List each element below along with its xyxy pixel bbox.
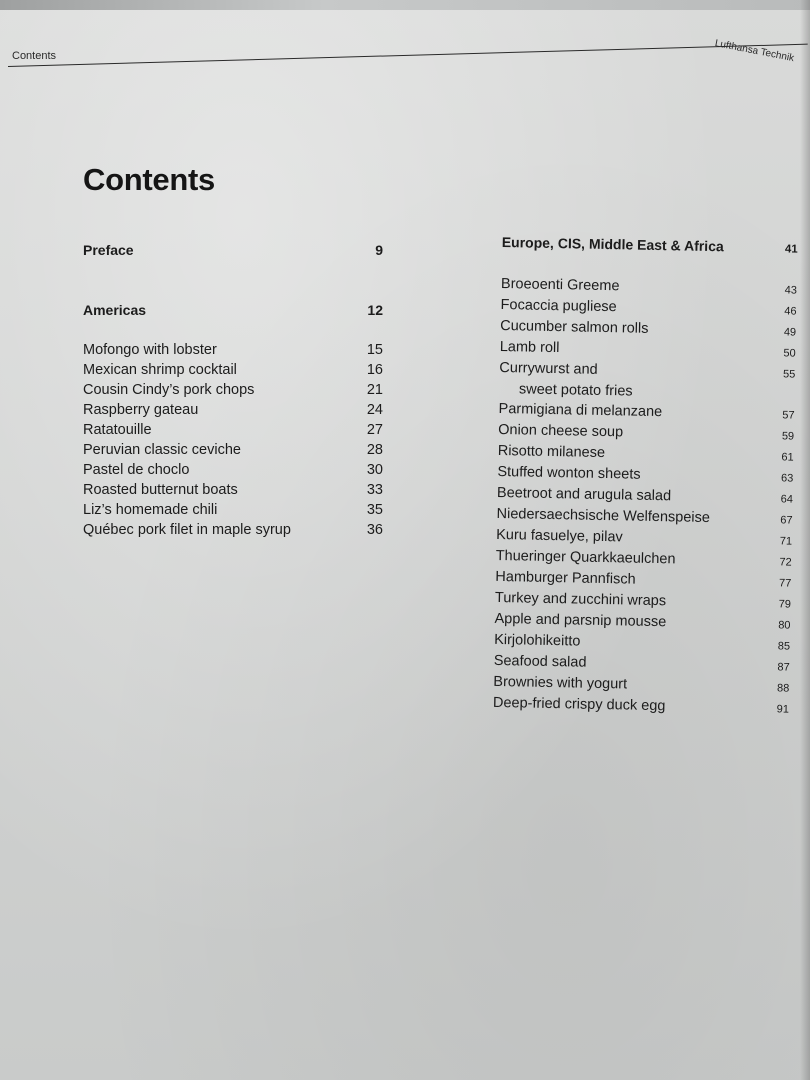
toc-page-number: 9 [375,242,383,258]
toc-entry-label: Beetroot and arugula salad [496,484,672,505]
toc-section-preface[interactable] [83,240,383,260]
toc-section-label: Americas [83,302,147,318]
toc-entry-label: Mofongo with lobster [83,342,217,358]
toc-entry-label: Apple and parsnip mousse [494,610,667,631]
toc-entry-label: Onion cheese soup [498,421,624,441]
toc-section-americas[interactable] [83,300,383,320]
toc-entry-label: Focaccia pugliese [500,296,617,316]
toc-entry-label: Parmigiana di melanzane [498,400,663,421]
toc-entry[interactable] [83,440,383,460]
toc-page-number: 50 [783,347,796,360]
toc-page-number: 15 [366,342,383,358]
toc-entry[interactable] [83,460,383,480]
toc-entry-label: Deep-fried crispy duck egg [492,694,666,715]
toc-entry-label: Roasted butternut boats [83,482,238,498]
toc-page-number [767,398,795,399]
toc-section-label: Preface [83,242,134,258]
toc-page-number: 79 [778,598,792,611]
toc-entry[interactable] [83,400,383,420]
toc-page-number: 46 [784,305,797,318]
toc-page-number: 67 [780,514,793,527]
toc-page-number: 36 [366,522,383,538]
toc-entry-label: Pastel de choclo [83,462,190,478]
brand-label: Lufthansa Technik [713,38,795,65]
toc-page-number: 72 [779,556,792,569]
toc-entry[interactable] [83,380,383,400]
toc-entry-label: Kirjolohikeitto [494,631,581,650]
toc-page-number: 30 [366,462,383,478]
toc-entry-label: Ratatouille [83,422,152,438]
toc-page-number: 80 [778,619,791,632]
toc-page-number: 16 [366,362,383,378]
toc-entry-label: Québec pork filet in maple syrup [83,522,291,538]
toc-page-number: 12 [367,302,383,318]
toc-entry-label: Seafood salad [493,652,587,671]
toc-page-number: 63 [780,472,794,485]
toc-entry-label: sweet potato fries [518,381,633,400]
toc-entry-label: Liz’s homemade chili [83,502,218,518]
toc-page-number: 57 [782,409,795,422]
toc-entry[interactable] [83,340,383,360]
toc-page-number: 59 [781,430,795,443]
toc-page-number: 64 [780,493,794,506]
toc-entry-label: Stuffed wonton sheets [497,463,641,483]
running-head: Contents [12,50,57,62]
toc-entry[interactable] [83,360,383,380]
toc-section-label: Europe, CIS, Middle East & Africa [501,233,724,255]
page-binding-shadow [800,0,810,1080]
toc-entry-label: Hamburger Pannfisch [495,568,636,588]
toc-entry[interactable] [83,480,383,500]
toc-page-number: 88 [776,682,790,695]
toc-entry-label: Turkey and zucchini wraps [494,589,667,610]
toc-page-number: 61 [781,451,794,464]
toc-page-number: 24 [366,402,383,418]
toc-page-number: 85 [777,640,791,653]
toc-page-number: 21 [366,382,383,398]
toc-entry-label: Risotto milanese [497,442,606,462]
toc-page-number: 28 [366,442,383,458]
toc-page-number: 43 [784,284,798,297]
toc-page-number: 87 [777,661,790,674]
toc-entry-label: Brownies with yogurt [493,673,628,693]
toc-entry-label: Thueringer Quarkkaeulchen [495,547,676,568]
toc-left-column [83,240,383,540]
page-top-edge [0,0,810,10]
toc-page-number: 35 [366,502,383,518]
page-title: Contents [83,162,215,197]
toc-entry[interactable] [83,520,383,540]
toc-page-number: 77 [778,577,792,590]
toc-entry-label: Lamb roll [499,338,560,357]
toc-entry-label: Raspberry gateau [83,402,199,418]
toc-entry[interactable] [493,693,789,720]
header-rule [8,44,808,67]
toc-entry-label: Mexican shrimp cocktail [83,362,237,378]
toc-entry-label: Cucumber salmon rolls [500,317,649,337]
toc-page-number: 27 [366,422,383,438]
toc-entry-label: Niedersaechsische Welfenspeise [496,505,711,527]
toc-entry-label: Broeoenti Greeme [500,275,620,295]
toc-entry-label: Cousin Cindy’s pork chops [83,382,255,398]
toc-page-number: 71 [779,535,793,548]
toc-page-number: 91 [776,703,789,716]
toc-entry[interactable] [83,500,383,520]
toc-page-number: 55 [782,368,796,381]
toc-page-number: 33 [366,482,383,498]
toc-right-column [493,232,798,720]
toc-entry-label: Currywurst and [499,359,598,378]
toc-page-number: 41 [784,243,798,256]
toc-entry-label: Peruvian classic ceviche [83,442,241,458]
toc-entry-label: Kuru fasuelye, pilav [496,526,623,546]
toc-entry[interactable] [83,420,383,440]
toc-page-number: 49 [783,326,797,339]
